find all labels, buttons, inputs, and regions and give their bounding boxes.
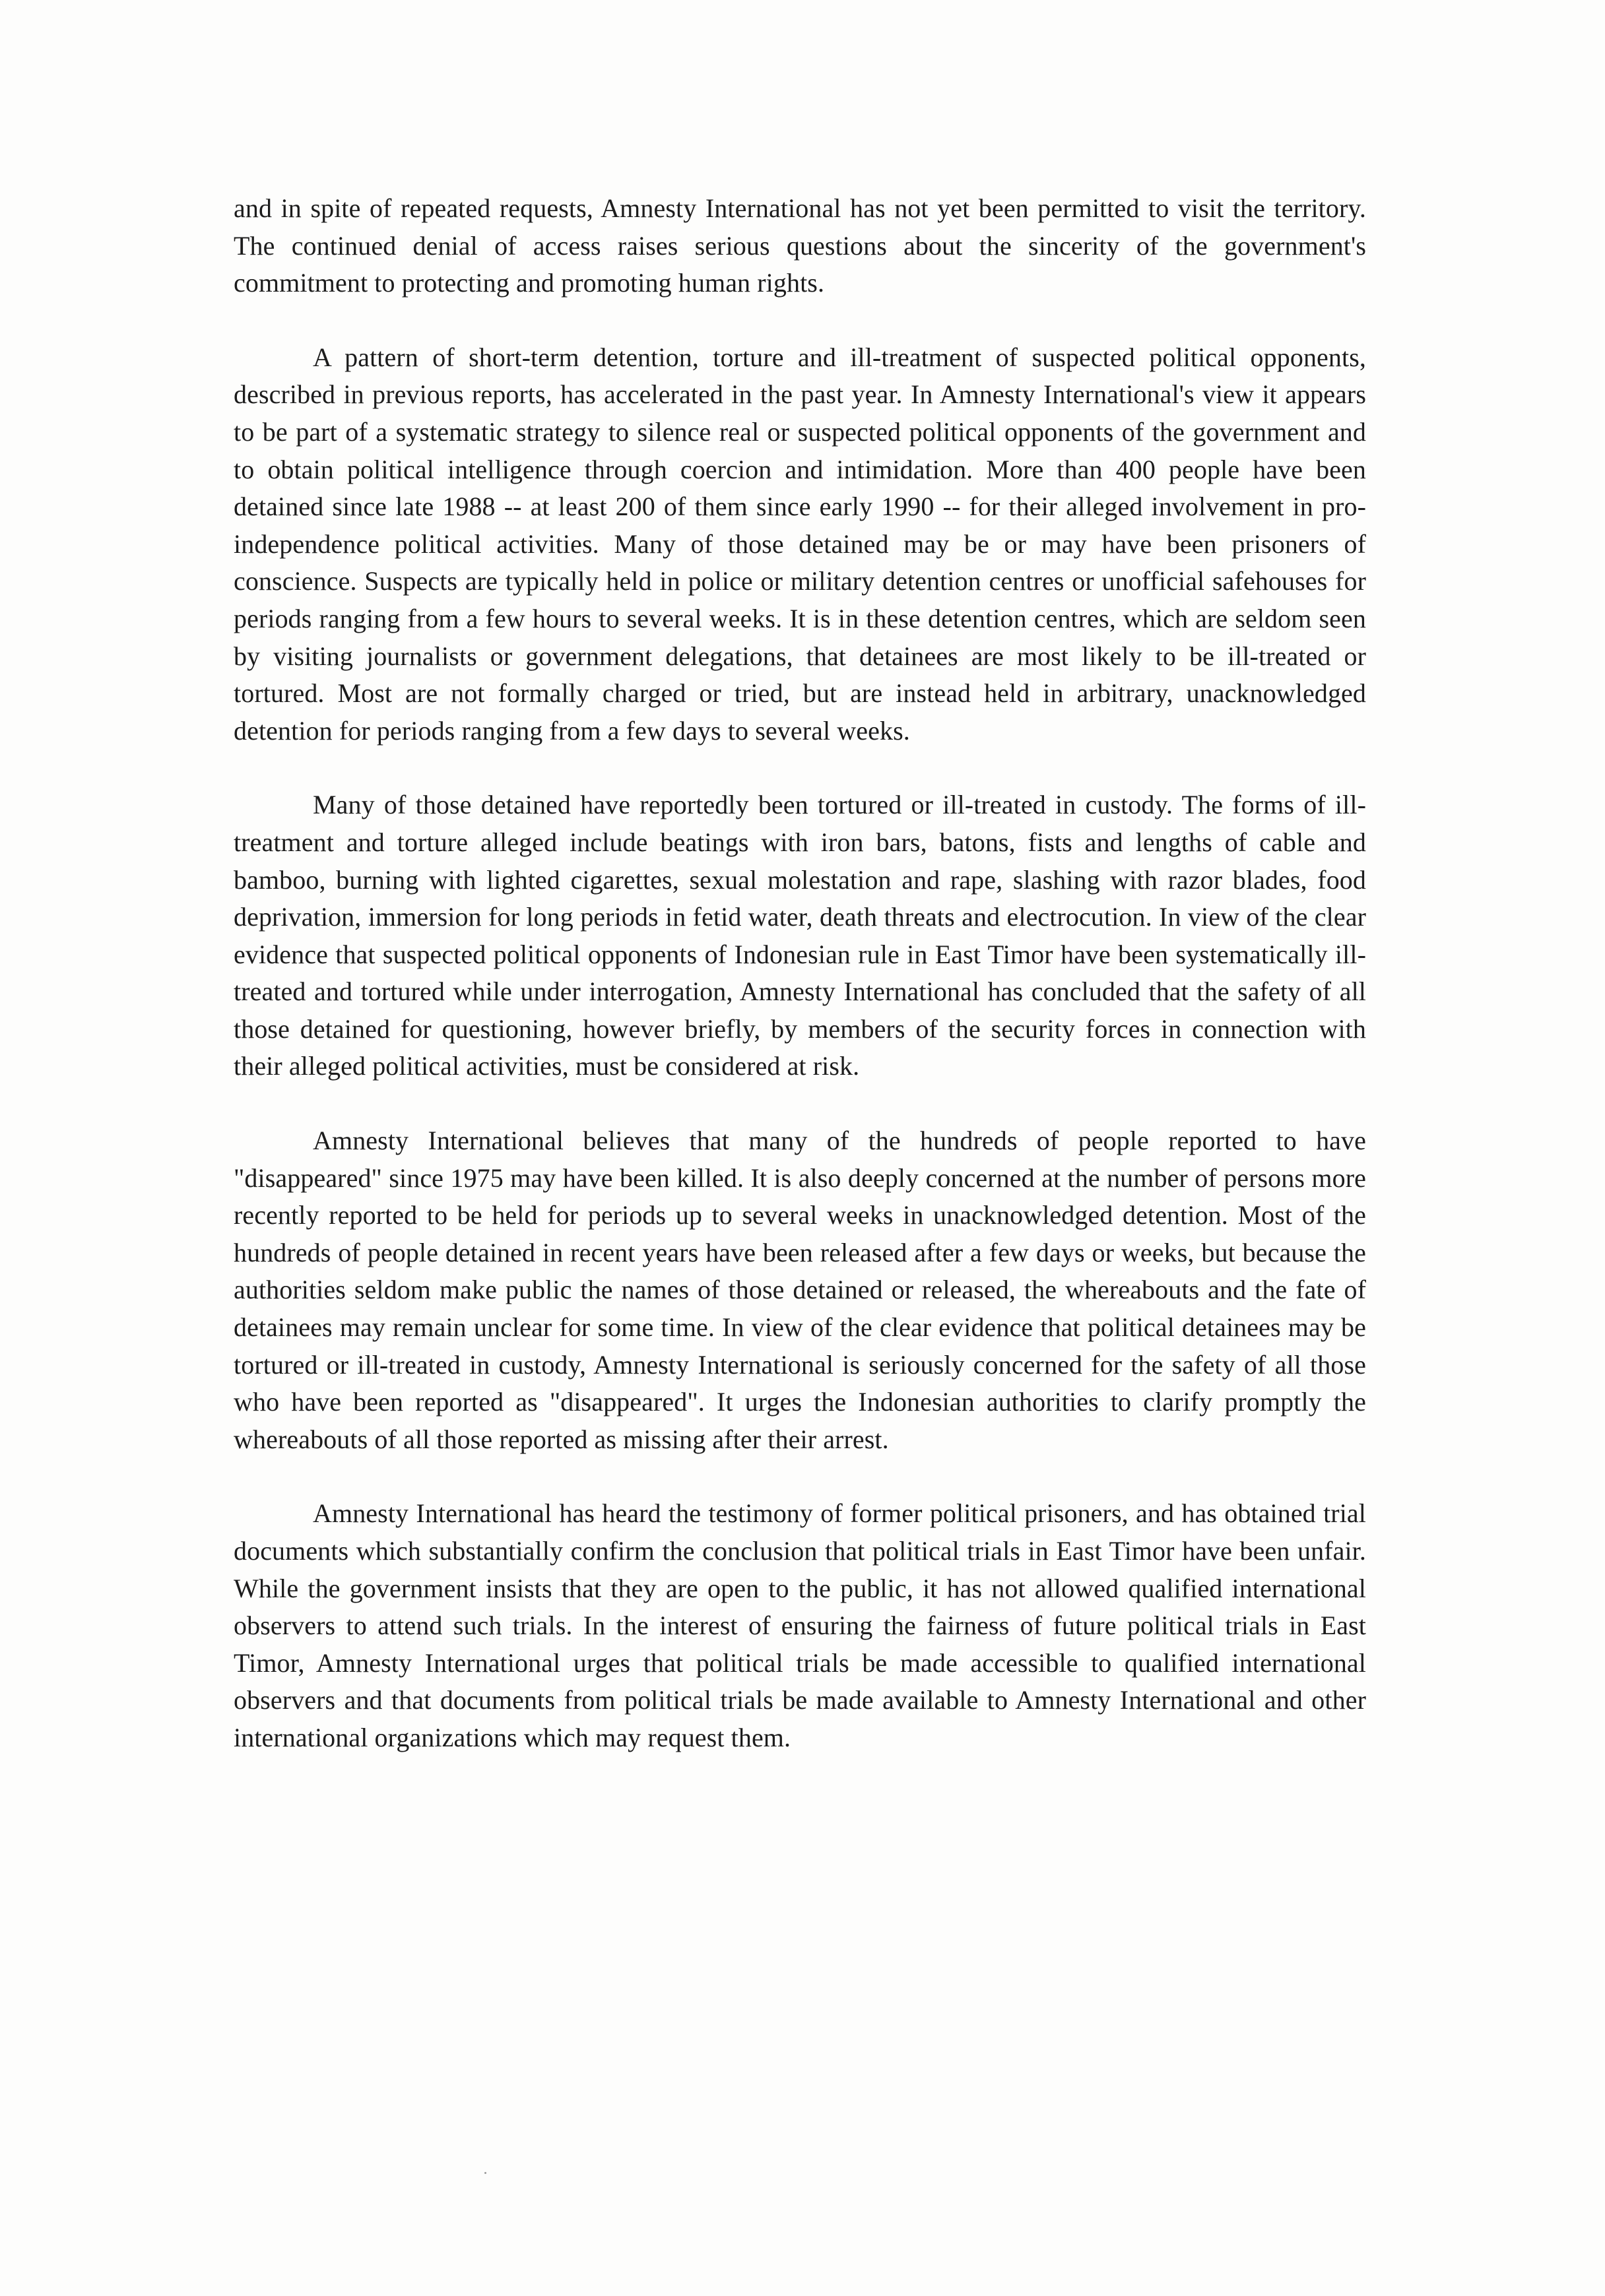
paragraph-torture-allegations: Many of those detained have reportedly been tortured or ill-treated in custody. The forms of ill-treatment and torture alleged include beatings with iron bars, batons, fists and lengths of cable and bamboo, burning with lighted cigarettes, sexual molestation and rape, slashing with razor blades, food deprivation, immersion for long periods in fetid water, death threats and electrocution. In view of the clear evidence that suspected political opponents of Indonesian rule in East Timor have been systematically ill-treated and tortured while under interrogation, Amnesty International has concluded that the safety of all those detained for questioning, however briefly, by members of the security forces in connection with their alleged political activities, must be considered at risk. bbox=[234, 790, 1366, 1081]
body-text bbox=[234, 190, 1366, 1757]
scan-speck bbox=[484, 2172, 486, 2174]
paragraph-political-trials: Amnesty International has heard the testimony of former political prisoners, and has obtained trial documents which substantially confirm the conclusion that political trials in East Timor have been unfair. While the government insists that they are open to the public, it has not allowed qualified international observers to attend such trials. In the interest of ensuring the fairness of future political trials in East Timor, Amnesty International urges that political trials be made accessible to qualified international observers and that documents from political trials be made available to Amnesty International and other international organizations which may request them. bbox=[234, 1498, 1366, 1752]
paragraph-continuation: and in spite of repeated requests, Amnesty International has not yet been permitted to visit the territory. The continued denial of access raises serious questions about the sincerity of the government's commitment to protecting and promoting human rights. bbox=[234, 193, 1366, 298]
paragraph-detention-pattern: A pattern of short-term detention, torture and ill-treatment of suspected political opponents, described in previous reports, has accelerated in the past year. In Amnesty International's view it appears to be part of a systematic strategy to silence real or suspected political opponents of the government and to obtain political intelligence through coercion and intimidation. More than 400 people have been detained since late 1988 -- at least 200 of them since early 1990 -- for their alleged involvement in pro-independence political activities. Many of those detained may be or may have been prisoners of conscience. Suspects are typically held in police or military detention centres or unofficial safehouses for periods ranging from a few hours to several weeks. It is in these detention centres, which are seldom seen by visiting journalists or government delegations, that detainees are most likely to be ill-treated or tortured. Most are not formally charged or tried, but are instead held in arbitrary, unacknowledged detention for periods ranging from a few days to several weeks. bbox=[234, 342, 1366, 746]
paragraph-disappearances: Amnesty International believes that many of the hundreds of people reported to have "disappeared" since 1975 may have been killed. It is also deeply concerned at the number of persons more recently reported to be held for periods up to several weeks in unacknowledged detention. Most of the hundreds of people detained in recent years have been released after a few days or weeks, but because the authorities seldom make public the names of those detained or released, the whereabouts and the fate of detainees may remain unclear for some time. In view of the clear evidence that political detainees may be tortured or ill-treated in custody, Amnesty International is seriously concerned for the safety of all those who have been reported as "disappeared". It urges the Indonesian authorities to clarify promptly the whereabouts of all those reported as missing after their arrest. bbox=[234, 1126, 1366, 1454]
